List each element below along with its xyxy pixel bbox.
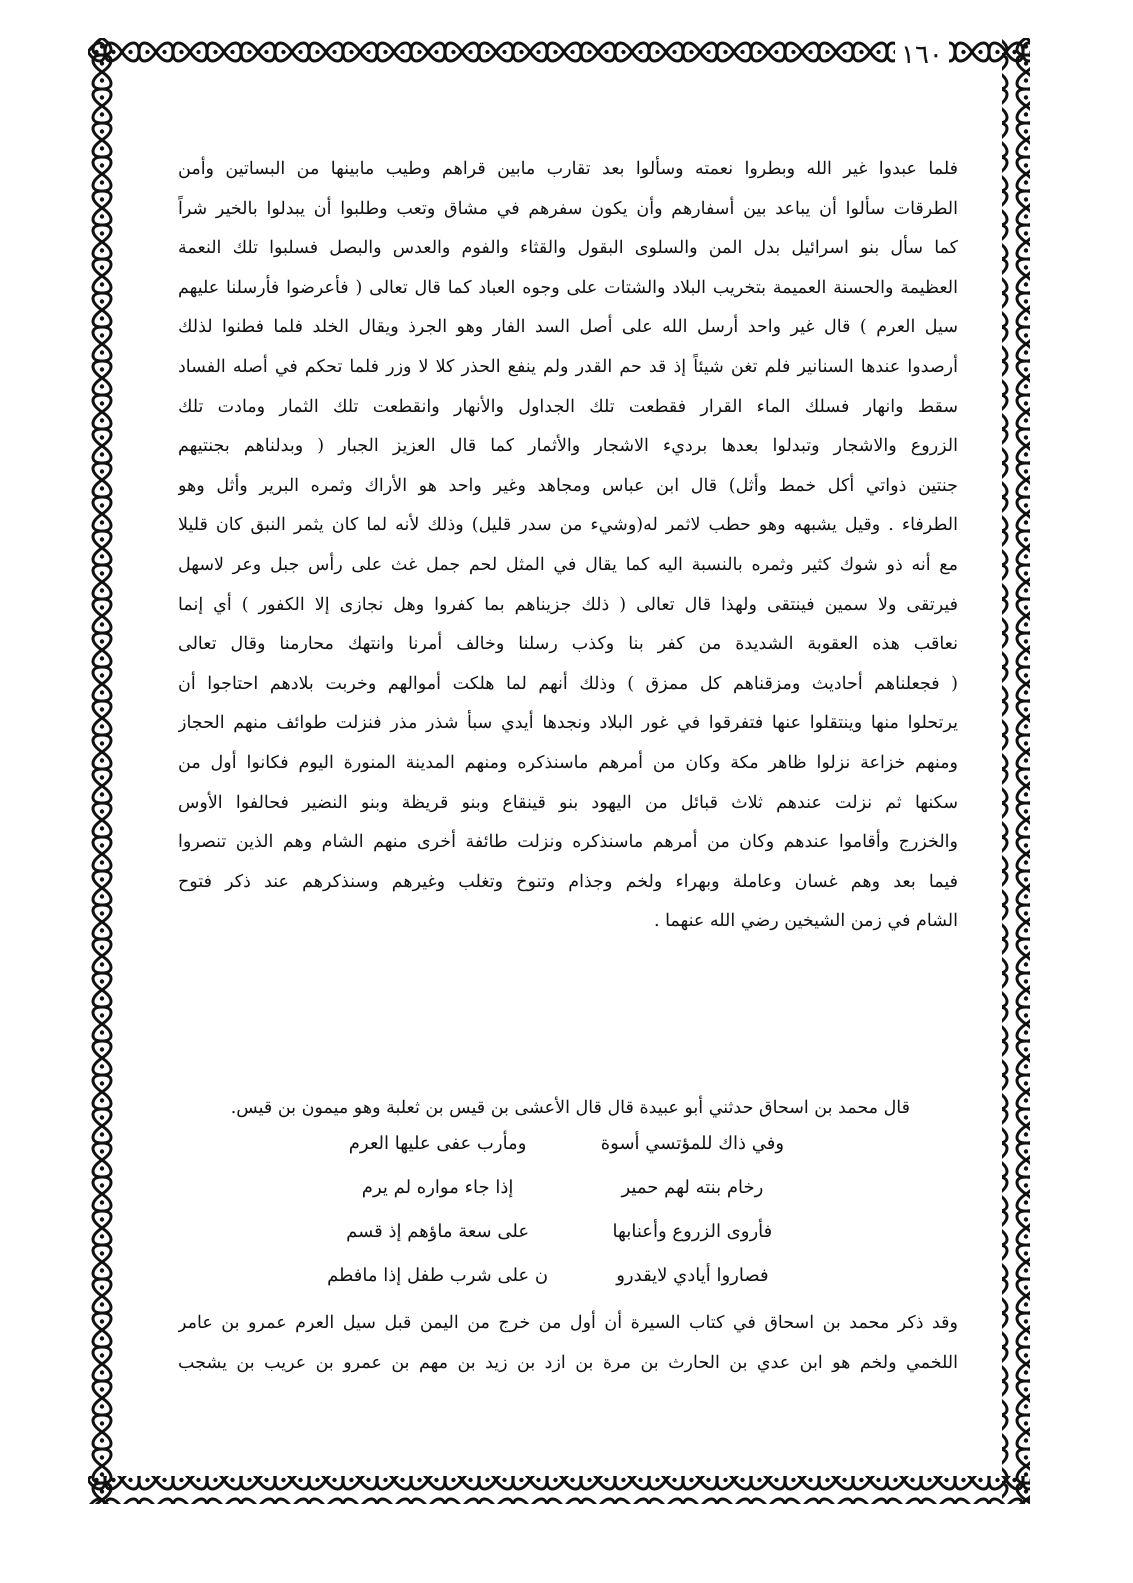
text-line: ومنهم خزاعة نزلوا ظاهر مكة وكان من أمرهم ماسنذكره ومنهم المدينة المنورة اليوم فكانوا أول من bbox=[178, 752, 958, 773]
hemistich-left: على سعة ماؤهم إذ قسم bbox=[346, 1221, 530, 1242]
text-line: وقد ذكر محمد بن اسحاق في كتاب السيرة أن أول من خرج من اليمن قبل سيل العرم عمرو بن عامر bbox=[178, 1313, 958, 1333]
text-line: العظيمة والحسنة العميمة بتخريب البلاد والشتات على وجوه العباد كما قال تعالى ( فأعرضوا فأرسلنا عليهم bbox=[178, 277, 958, 298]
hemistich-right: رخام بنته لهم حمير bbox=[621, 1177, 764, 1198]
text-line: سقط وانهار فسلك الماء القرار فقطعت تلك الجداول والأنهار وانقطعت تلك الثمار ومادت تلك bbox=[178, 396, 958, 417]
text-line: سيل العرم ) قال غير واحد أرسل الله على أصل السد الفار وهو الجرذ ويقال الخلد فلما فطنوا لذلك bbox=[178, 317, 958, 338]
body-text bbox=[178, 150, 958, 942]
hemistich-left: ومأرب عفى عليها العرم bbox=[348, 1133, 527, 1154]
hemistich-right: فأروى الزروع وأعنابها bbox=[612, 1221, 773, 1242]
text-line: الطرفاء . وقيل يشبهه وهو حطب لاثمر له(وشيء من سدر قليل) وذلك لأنه لما كان يثمر النبق كان قليلا bbox=[178, 515, 958, 536]
text-line: سكنها ثم نزلت عندهم ثلاث قبائل من اليهود بنو قينقاع وبنو قريظة وبنو النضير فحالفوا الأوس bbox=[178, 792, 958, 813]
hemistich-left: ن على شرب طفل إذا مافطم bbox=[327, 1265, 549, 1286]
text-line: فيما بعد وهم غسان وعاملة وبهراء ولخم وجذام وتنوخ وتغلب وغيرهم وسنذكرهم عند ذكر فتوح bbox=[178, 871, 958, 892]
text-line: والخزرج وأقاموا عندهم وكان من أمرهم ماسنذكره ونزلت طائفة أخرى منهم الشام وهم الذين تنصروا bbox=[178, 832, 958, 853]
text-line: الشام في زمن الشيخين رضي الله عنهما . bbox=[653, 911, 958, 932]
hemistich-left: إذا جاء مواره لم يرم bbox=[361, 1177, 514, 1198]
text-line: الطرقات سألوا أن يباعد بين أسفارهم وأن يكون سفرهم في مشاق وتعب وطلبوا أن يبدلوا بالخير شراً bbox=[178, 198, 958, 219]
text-line: كما سأل بنو اسرائيل بدل المن والسلوى البقول والقثاء والفوم والعدس والبصل فسلبوا تلك النعمة bbox=[178, 238, 958, 259]
poem-attribution: قال محمد بن اسحاق حدثني أبو عبيدة قال قال الأعشى بن قيس بن ثعلبة وهو ميمون بن قيس. bbox=[230, 1098, 910, 1118]
text-line: فلما عبدوا غير الله وبطروا نعمته وسألوا بعد تقارب مابين قراهم وطيب مابينها من البساتين وأمن bbox=[178, 159, 958, 179]
text-line: يرتحلوا منها وينتقلوا عنها فتفرقوا في غور البلاد ونجدها أيدي سبأ شذر مذر فنزلت طوائف منهم الحجاز bbox=[178, 713, 958, 734]
closing-text bbox=[178, 1304, 958, 1383]
text-line: أرصدوا عندها السنانير فلم تغن شيئاً إذ قد حم القدر ولم ينفع الحذر كلا لا وزر فلما تحكم في أصله الفساد bbox=[178, 356, 958, 377]
poem-verse bbox=[320, 1166, 810, 1210]
text-line: ( فجعلناهم أحاديث ومزقناهم كل ممزق ) وذلك أنهم لما هلكت أموالهم وخربت بلادهم احتاجوا أن bbox=[178, 673, 958, 694]
page-number: ١٦٠ bbox=[895, 40, 949, 70]
hemistich-right: فصاروا أيادي لايقدرو bbox=[616, 1265, 769, 1286]
text-line: اللخمي ولخم هو ابن عدي بن الحارث بن مرة بن ازد بن زيد بن مهم بن عمرو بن عريب بن يشجب bbox=[178, 1352, 958, 1373]
poem-verse bbox=[320, 1122, 810, 1166]
hemistich-right: وفي ذاك للمؤتسي أسوة bbox=[600, 1133, 785, 1154]
poem-verse bbox=[320, 1210, 810, 1254]
text-line: مع أنه ذو شوك كثير وثمره بالنسبة اليه كما يقال في المثل لحم جمل غث على رأس جبل وعر لاسهل bbox=[178, 554, 958, 575]
poem-verse bbox=[320, 1254, 810, 1298]
text-line: فيرتقى ولا سمين فينتقى ولهذا قال تعالى ( ذلك جزيناهم بما كفروا وهل نجازى إلا الكفور ) أي إنما bbox=[178, 594, 958, 615]
text-line: نعاقب هذه العقوبة الشديدة من كفر بنا وكذب رسلنا وخالف أمرنا وانتهك محارمنا وقال تعالى bbox=[178, 634, 958, 655]
text-line: جنتين ذواتي أكل خمط وأثل) قال ابن عباس ومجاهد وغير واحد هو الأراك وثمره البرير وأثل وهو bbox=[178, 475, 958, 496]
poem bbox=[320, 1122, 810, 1298]
text-line: الزروع والاشجار وتبدلوا بعدها برديء الاشجار والأثمار كما قال العزيز الجبار ( وبدلناهم بجنتيهم bbox=[178, 436, 958, 457]
